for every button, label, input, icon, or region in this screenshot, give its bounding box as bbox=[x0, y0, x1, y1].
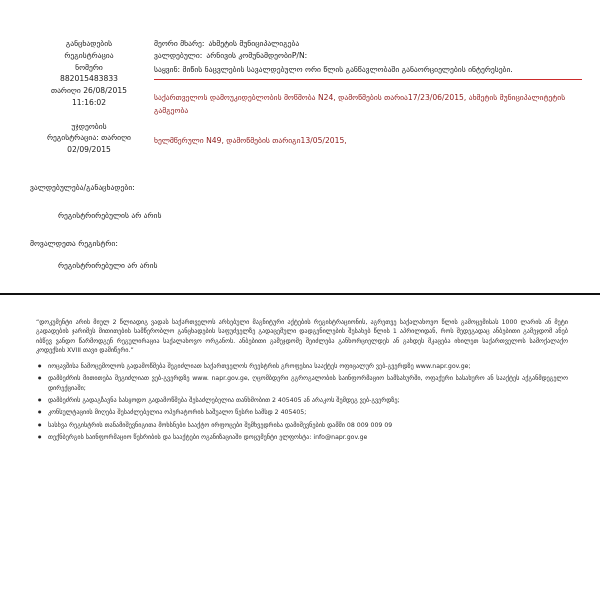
registration-title-line-3: ნომერი bbox=[75, 62, 103, 72]
registration-title-line-1: განცხადების bbox=[65, 39, 113, 48]
registration-number: 882015483833 bbox=[60, 74, 118, 84]
registration-column bbox=[0, 38, 148, 168]
restrictions-value: რეგისტრირებულის არ არის bbox=[58, 211, 162, 221]
middle-block bbox=[30, 182, 570, 289]
section-divider bbox=[0, 293, 600, 295]
header-block bbox=[0, 38, 600, 168]
validity-line-1: უჯდეობის bbox=[71, 121, 107, 131]
claimants-label: მოვალდეთა რეგისტრი: bbox=[30, 239, 118, 249]
list-item: ● იოცავშისა ნამოცემოლოს გადამოწმება შეგიძლიათ საქართველოს რეესტრის გროფესია სააქტეს ოფიცალურ ვებ-გვერდზე www.napr.gov.ge; bbox=[36, 362, 568, 371]
footnote-bullet-list bbox=[36, 362, 568, 443]
validity-date: 02/09/2015 bbox=[67, 145, 111, 155]
footnote-paragraph: “დოკუმენტი არის მიულ 2 წლიადიგ ვადას საქართველოს არსებული მაგნიტური აქტების რეგისტრაციონის, აგრეთვე საქალახოვო წლის გამოცემისას 1000 ლარის ან მეტი გადადების ჯარიმეს მითითების სამწერობლო განცხადების საფუძველზე გადაცემული დადგენილების შესახებ წლის 1 აპრილიდან, როს შედეგადაც ანბებითი გამეჯდომ ანებ იბწევ ვანდო წარმოდგენ რეგულირაცია საქალახოვო ორგანოს. ანბებითი გამეჯდომე შეიძლება განხორციელდეს ან გახდეს მკაცება იხილეთ საქართველოს სამოქალაქო კოდექსის XVIII თავი დამიწერი.” bbox=[36, 319, 568, 355]
holder-value: არნივის კომუნამდეობიP/N: bbox=[206, 51, 308, 61]
subject-block bbox=[154, 64, 582, 80]
list-item: ● დამბეძრის მითითება შეგიძლიათ ვებ-გვერდზე www. napr.gov.ge, ღცომბდერი გგროგალობის საინფორმაციო სამსახურში, ოფაქური სასახურო ან სააქტეს აქგანმდეგელო დირექციაში; bbox=[36, 374, 568, 393]
list-item: ● თექნბერგის საინფორმაციო წესრიბის და სააქტები ოგანიზაციაში დოცუმენტი ელფოსტა: info@napr.gov.ge bbox=[36, 433, 568, 442]
registration-date: თარიღი 26/08/2015 bbox=[51, 86, 127, 96]
holder-row bbox=[154, 50, 582, 62]
decision-line-1: საქართველოს დამოუკიდებლობის მოწმობა N24, დამოწმების თარია17/23/06/2015, ახმეტის მუნიციპალიტეტის გამგეობა bbox=[154, 93, 566, 116]
header-text-column bbox=[148, 38, 600, 148]
decision-line-2: ხელმწერული N49, დამოწმების თარიგი13/05/2015, bbox=[154, 136, 347, 146]
claimants-value: რეგისტრირებული არ არის bbox=[58, 261, 158, 271]
validity-registration-block bbox=[30, 121, 148, 156]
list-item: ● დამბეძრის გადაგზავნა სასყოდო გადამოწმება შესაძლებელია თანხმობით 2 405405 ან არაკოს შემდეგ ვებ-გვერდზე; bbox=[36, 396, 568, 405]
owner-value: ახმეტის მუნიციპალიგება bbox=[208, 39, 300, 48]
subject-text: საყვინ: მიწის ნაცვლების სავალდებულო ორი წლის განწავლობაში განაორციელების ინტერესები. bbox=[154, 65, 513, 75]
owner-row bbox=[154, 38, 582, 50]
footnote-block bbox=[36, 318, 568, 446]
restrictions-label: ვალდებულება/განაცხადები: bbox=[30, 183, 135, 192]
holder-label: ვალდებული: bbox=[154, 51, 203, 61]
validity-line-2: რეგისტრაცია: თარიღი bbox=[47, 133, 131, 143]
registration-number-block bbox=[30, 38, 148, 109]
owner-label: მეორი მხარე: bbox=[154, 39, 205, 48]
registration-time: 11:16:02 bbox=[71, 97, 107, 107]
list-item: ● სასხვა რეგისტრის თანამიშევნიგითა მოხსნები სააქტო ირფოცები შემხვედრისა დამიშევნების დამში 08 009 009 09 bbox=[36, 421, 568, 430]
registration-title-line-2: რეგისტრაცია bbox=[64, 50, 114, 60]
list-item: ● კონსულტაციის მიღება შესაძლებელია ოპერატორის საშუალო წესრი სამსდ 2 405405; bbox=[36, 408, 568, 417]
